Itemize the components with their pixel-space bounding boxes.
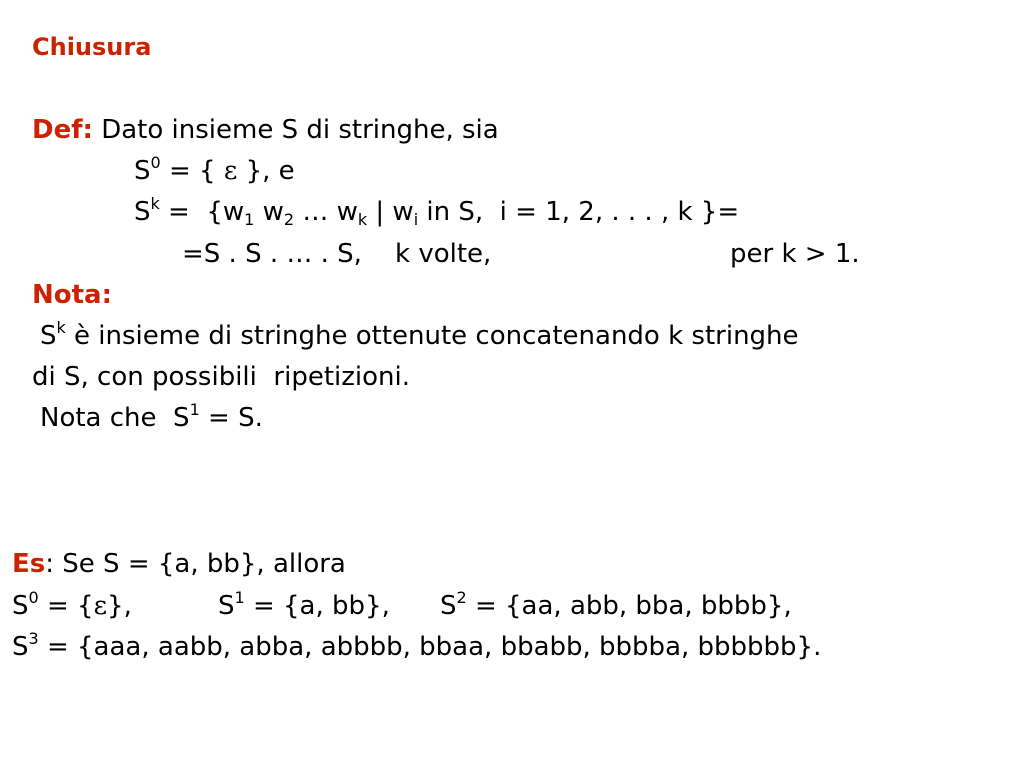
w2-subscript: 2 xyxy=(283,210,295,229)
sk-eq: = {w xyxy=(159,197,245,227)
example-s2-rest: = {aa, abb, bba, bbbb}, xyxy=(466,591,792,621)
example-s1-base: S xyxy=(218,591,235,621)
def-label: Def: xyxy=(32,115,93,145)
example-s0-close: }, xyxy=(107,591,132,621)
concat-condition: per k > 1. xyxy=(730,239,860,269)
sk-rest: in S, i = 1, 2, . . . , k }= xyxy=(418,197,740,227)
example-s1 xyxy=(218,588,390,621)
example-intro-text: Se S = {a, bb}, allora xyxy=(54,549,346,579)
nota-line-3-exponent: 1 xyxy=(189,400,200,419)
s0-base: S xyxy=(134,156,151,186)
sk-exponent: k xyxy=(150,194,160,213)
nota-line-1-rest: è insieme di stringhe ottenute concatenando k stringhe xyxy=(65,321,799,351)
wk: … w xyxy=(294,197,358,227)
example-intro-line xyxy=(12,549,346,579)
sk-definition-line xyxy=(134,194,740,229)
example-s0-open: = { xyxy=(38,591,94,621)
wi-subscript: i xyxy=(413,210,419,229)
s0-definition-line xyxy=(134,153,295,186)
w2: w xyxy=(254,197,284,227)
example-s2-exponent: 2 xyxy=(456,588,467,607)
example-epsilon-symbol: ε xyxy=(93,591,108,621)
example-s3-exponent: 3 xyxy=(28,629,39,648)
example-s3 xyxy=(12,629,822,662)
slide-title: Chiusura xyxy=(32,33,152,61)
bar-w: | w xyxy=(367,197,414,227)
example-s3-base: S xyxy=(12,632,29,662)
nota-label: Nota: xyxy=(32,280,112,310)
nota-s-base: S xyxy=(40,321,57,351)
example-s1-exponent: 1 xyxy=(234,588,245,607)
nota-line-3-prefix: Nota che S xyxy=(40,403,190,433)
epsilon-symbol: ε xyxy=(223,156,238,186)
s0-exponent: 0 xyxy=(150,153,161,172)
nota-line-1 xyxy=(40,318,799,351)
example-s0 xyxy=(12,588,132,621)
nota-line-3 xyxy=(40,400,263,433)
example-s0-base: S xyxy=(12,591,29,621)
example-s0-exponent: 0 xyxy=(28,588,39,607)
nota-line-2: di S, con possibili ripetizioni. xyxy=(32,362,410,392)
example-label: Es xyxy=(12,549,46,579)
example-s2-base: S xyxy=(440,591,457,621)
example-s2 xyxy=(440,588,792,621)
s0-eq-open: = { xyxy=(160,156,224,186)
example-s1-rest: = {a, bb}, xyxy=(244,591,390,621)
definition-intro-line xyxy=(32,115,499,145)
s0-eq-close: }, e xyxy=(237,156,295,186)
example-s3-rest: = {aaa, aabb, abba, abbbb, bbaa, bbabb, bbbba, bbbbbb}. xyxy=(38,632,822,662)
sk-base: S xyxy=(134,197,151,227)
nota-line-3-rest: = S. xyxy=(199,403,263,433)
wk-subscript: k xyxy=(357,210,368,229)
nota-s-exponent: k xyxy=(56,318,66,337)
def-intro-text: Dato insieme S di stringhe, sia xyxy=(101,115,499,145)
concat-line: =S . S . … . S, k volte, xyxy=(182,239,492,269)
w1-subscript: 1 xyxy=(244,210,255,229)
example-colon: : xyxy=(45,549,55,579)
